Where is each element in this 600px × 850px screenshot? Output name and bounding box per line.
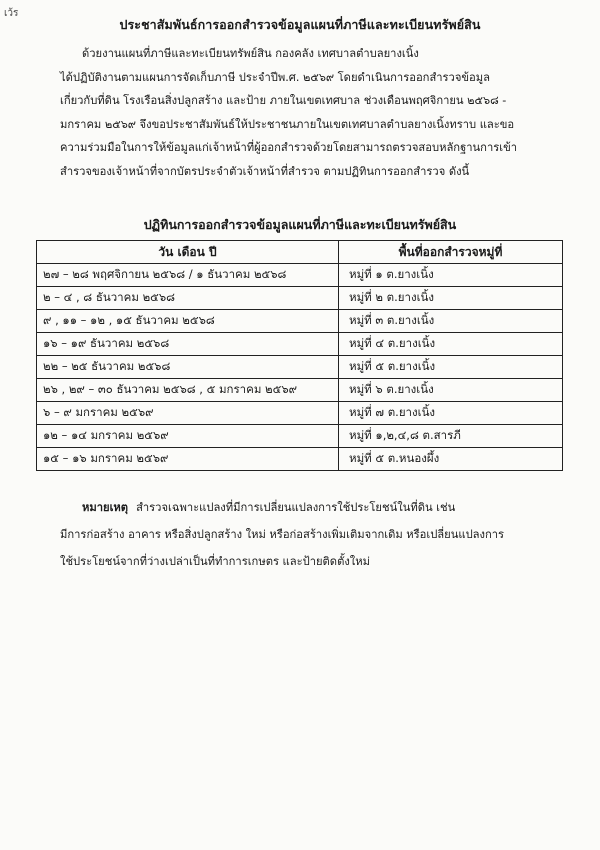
table-title: ปฏิทินการออกสำรวจข้อมูลแผนที่ภาษีและทะเบียนทรัพย์สิน	[143, 217, 457, 232]
date-cell: ๑๖ – ๑๙ ธันวาคม ๒๕๖๘	[37, 333, 339, 356]
area-cell: หมู่ที่ ๗ ต.ยางเนิ้ง	[339, 402, 563, 425]
table-row	[37, 310, 563, 333]
table-row	[37, 448, 563, 471]
date-cell: ๑๕ – ๑๖ มกราคม ๒๕๖๙	[37, 448, 339, 471]
table-row	[37, 333, 563, 356]
area-cell: หมู่ที่ ๖ ต.ยางเนิ้ง	[339, 379, 563, 402]
note-first-line	[60, 494, 560, 521]
note-line: มีการก่อสร้าง อาคาร หรือสิ่งปลูกสร้าง ใหม่ หรือก่อสร้างเพิ่มเติมจากเดิม หรือเปลี่ยนแปลงการ	[60, 528, 505, 541]
note-label: หมายเหตุ	[82, 501, 129, 514]
table-row	[37, 425, 563, 448]
table-row	[37, 379, 563, 402]
table-row	[37, 264, 563, 287]
paragraph-line: มกราคม ๒๕๖๙ จึงขอประชาสัมพันธ์ให้ประชาชนภายในเขตเทศบาลตำบลยางเนิ้งทราบ และขอ	[60, 117, 515, 131]
table-row	[37, 402, 563, 425]
area-cell: หมู่ที่ ๓ ต.ยางเนิ้ง	[339, 310, 563, 333]
paragraph-line: ด้วยงานแผนที่ภาษีและทะเบียนทรัพย์สิน กองคลัง เทศบาลตำบลยางเนิ้ง	[82, 47, 419, 60]
header-date: วัน เดือน ปี	[37, 241, 339, 264]
area-cell: หมู่ที่ ๕ ต.หนองผึ้ง	[339, 448, 563, 471]
note-text: สำรวจเฉพาะแปลงที่มีการเปลี่ยนแปลงการใช้ประโยชน์ในที่ดิน เช่น	[136, 501, 456, 514]
area-cell: หมู่ที่ ๑,๒,๔,๘ ต.สารภี	[339, 425, 563, 448]
area-cell: หมู่ที่ ๒ ต.ยางเนิ้ง	[339, 287, 563, 310]
paragraph-line: สำรวจของเจ้าหน้าที่จากบัตรประจำตัวเจ้าหน้าที่สำรวจ ตามปฏิทินการออกสำรวจ ดังนี้	[60, 164, 470, 178]
paragraph-line: เกี่ยวกับที่ดิน โรงเรือนสิ่งปลูกสร้าง และป้าย ภายในเขตเทศบาล ช่วงเดือนพฤศจิกายน ๒๕๖๘ -	[60, 94, 507, 107]
area-cell: หมู่ที่ ๑ ต.ยางเนิ้ง	[339, 264, 563, 287]
date-cell: ๒ – ๔ , ๘ ธันวาคม ๒๕๖๘	[37, 287, 339, 310]
date-cell: ๒๖ , ๒๙ – ๓๐ ธันวาคม ๒๕๖๘ , ๕ มกราคม ๒๕๖๙	[37, 379, 339, 402]
date-cell: ๒๒ – ๒๕ ธันวาคม ๒๕๖๘	[37, 356, 339, 379]
paragraph-line: ความร่วมมือในการให้ข้อมูลแก่เจ้าหน้าที่ผู้ออกสำรวจด้วยโดยสามารถตรวจสอบหลักฐานการเข้า	[60, 141, 518, 154]
note-section	[60, 494, 560, 575]
date-cell: ๖ – ๙ มกราคม ๒๕๖๙	[37, 402, 339, 425]
document-title: ประชาสัมพันธ์การออกสำรวจข้อมูลแผนที่ภาษีและทะเบียนทรัพย์สิน	[119, 17, 481, 32]
table-row	[37, 356, 563, 379]
date-cell: ๙ , ๑๑ – ๑๒ , ๑๕ ธันวาคม ๒๕๖๘	[37, 310, 339, 333]
table-row	[37, 287, 563, 310]
date-cell: ๒๗ – ๒๘ พฤศจิกายน ๒๕๖๘ / ๑ ธันวาคม ๒๕๖๘	[37, 264, 339, 287]
area-cell: หมู่ที่ ๕ ต.ยางเนิ้ง	[339, 356, 563, 379]
announcement-paragraph	[60, 42, 560, 183]
paragraph-line: ได้ปฏิบัติงานตามแผนการจัดเก็บภาษี ประจำปีพ.ศ. ๒๕๖๙ โดยดำเนินการออกสำรวจข้อมูล	[60, 70, 490, 84]
corner-handwritten-mark: เว้ร	[4, 8, 19, 19]
area-cell: หมู่ที่ ๔ ต.ยางเนิ้ง	[339, 333, 563, 356]
note-line: ใช้ประโยชน์จากที่ว่างเปล่าเป็นที่ทำการเกษตร และป้ายติดตั้งใหม่	[60, 555, 371, 568]
header-area: พื้นที่ออกสำรวจหมู่ที่	[339, 241, 563, 264]
survey-schedule-table	[36, 240, 563, 471]
date-cell: ๑๒ – ๑๔ มกราคม ๒๕๖๙	[37, 425, 339, 448]
table-header-row	[37, 241, 563, 264]
